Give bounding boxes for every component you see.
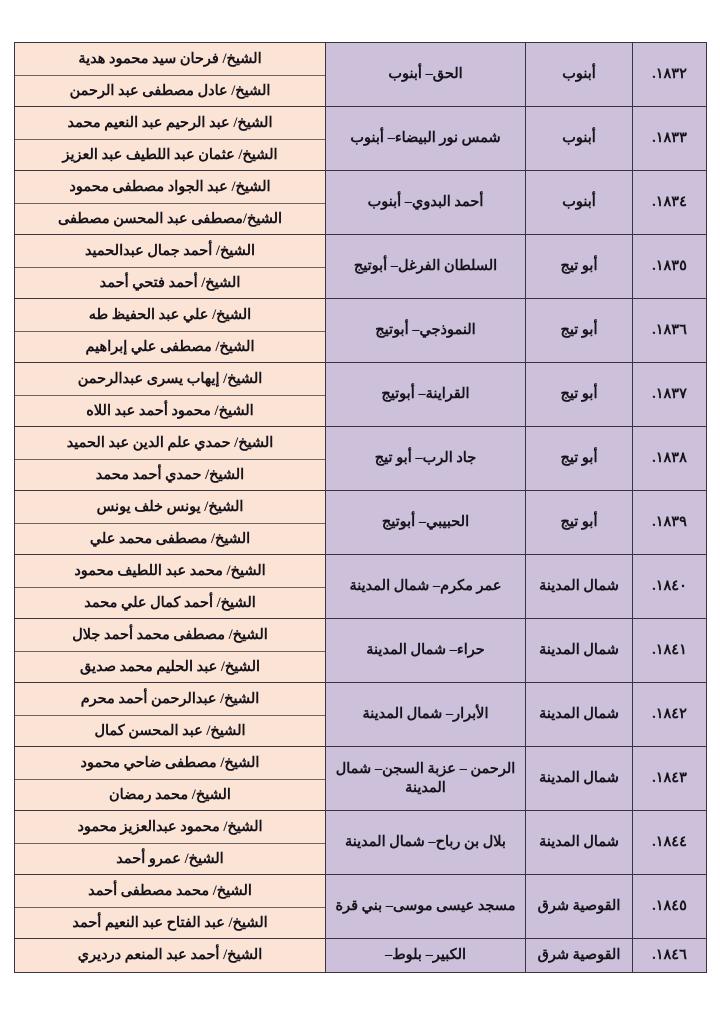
table-row [15,427,707,491]
table-row [15,235,707,299]
preacher-name-list [15,235,325,298]
preacher-name-list [15,363,325,426]
cell-mosque-name: بلال بن رباح– شمال المدينة [326,811,526,875]
cell-district: أبنوب [526,171,633,235]
preacher-name: الشيخ/ عبد الفتاح عبد النعيم أحمد [15,907,325,939]
cell-preacher-names [15,875,326,939]
preacher-name-list [15,171,325,234]
preacher-name: الشيخ/ محمد عبد اللطيف محمود [15,555,325,587]
preacher-name: الشيخ/ أحمد عبد المنعم درديري [15,939,325,972]
cell-preacher-names [15,363,326,427]
cell-preacher-names [15,747,326,811]
preacher-name-list [15,747,325,810]
cell-mosque-name: مسجد عيسى موسى– بني قرة [326,875,526,939]
mosques-assignment-table [14,42,707,973]
table-row [15,683,707,747]
preacher-name: الشيخ/ محمود أحمد عبد اللاه [15,395,325,427]
preacher-name: الشيخ/ عبد الجواد مصطفى محمود [15,171,325,203]
preacher-name: الشيخ/ فرحان سيد محمود هدية [15,43,325,75]
preacher-name: الشيخ/ عبد الحليم محمد صديق [15,651,325,683]
cell-preacher-names [15,171,326,235]
cell-preacher-names [15,235,326,299]
preacher-name: الشيخ/ محمد مصطفى أحمد [15,875,325,907]
table-row [15,555,707,619]
cell-serial-number: ١٨٣٥. [633,235,707,299]
cell-serial-number: ١٨٤٠. [633,555,707,619]
cell-preacher-names [15,427,326,491]
cell-district: أبنوب [526,43,633,107]
preacher-name: الشيخ/ يونس خلف يونس [15,491,325,523]
preacher-name-list [15,299,325,362]
cell-serial-number: ١٨٣٢. [633,43,707,107]
cell-district: القوصية شرق [526,875,633,939]
table-row [15,299,707,363]
preacher-name: الشيخ/ عادل مصطفى عبد الرحمن [15,75,325,107]
table-row [15,491,707,555]
cell-mosque-name: الحق– أبنوب [326,43,526,107]
cell-serial-number: ١٨٣٧. [633,363,707,427]
table-row [15,171,707,235]
preacher-name: الشيخ/ أحمد كمال علي محمد [15,587,325,619]
cell-district: شمال المدينة [526,555,633,619]
cell-district: أبو تيج [526,491,633,555]
cell-district: شمال المدينة [526,811,633,875]
preacher-name-list [15,491,325,554]
preacher-name: الشيخ/ أحمد فتحي أحمد [15,267,325,299]
cell-serial-number: ١٨٤٤. [633,811,707,875]
cell-mosque-name: جاد الرب– أبو تيج [326,427,526,491]
cell-mosque-name: شمس نور البيضاء– أبنوب [326,107,526,171]
cell-preacher-names [15,939,326,973]
cell-preacher-names [15,811,326,875]
preacher-name-list [15,875,325,938]
preacher-name: الشيخ/ حمدي علم الدين عبد الحميد [15,427,325,459]
cell-serial-number: ١٨٤٢. [633,683,707,747]
preacher-name: الشيخ/ مصطفى ضاحي محمود [15,747,325,779]
preacher-name-list [15,619,325,682]
cell-serial-number: ١٨٤٥. [633,875,707,939]
preacher-name-list [15,939,325,972]
cell-mosque-name: عمر مكرم– شمال المدينة [326,555,526,619]
preacher-name: الشيخ/ أحمد جمال عبدالحميد [15,235,325,267]
cell-district: أبو تيج [526,363,633,427]
cell-district: أبو تيج [526,235,633,299]
table-row [15,811,707,875]
cell-mosque-name: النموذجي– أبوتيج [326,299,526,363]
preacher-name: الشيخ/ عثمان عبد اللطيف عبد العزيز [15,139,325,171]
cell-mosque-name: حراء– شمال المدينة [326,619,526,683]
cell-serial-number: ١٨٣٤. [633,171,707,235]
preacher-name-list [15,107,325,170]
cell-district: شمال المدينة [526,747,633,811]
preacher-name: الشيخ/ إيهاب يسرى عبدالرحمن [15,363,325,395]
preacher-name: الشيخ/ محمد رمضان [15,779,325,811]
preacher-name: الشيخ/ علي عبد الحفيظ طه [15,299,325,331]
preacher-name: الشيخ/مصطفى عبد المحسن مصطفى [15,203,325,235]
table-row [15,43,707,107]
preacher-name-list [15,683,325,746]
cell-preacher-names [15,683,326,747]
cell-mosque-name: الحبيبي– أبوتيج [326,491,526,555]
cell-district: أبنوب [526,107,633,171]
cell-district: أبو تيج [526,427,633,491]
cell-serial-number: ١٨٣٩. [633,491,707,555]
cell-preacher-names [15,299,326,363]
cell-mosque-name: القراينة– أبوتيج [326,363,526,427]
table-row [15,107,707,171]
cell-preacher-names [15,555,326,619]
table-row [15,939,707,973]
cell-serial-number: ١٨٣٨. [633,427,707,491]
table-body [15,43,707,973]
cell-preacher-names [15,107,326,171]
cell-mosque-name: الرحمن – عزبة السجن– شمال المدينة [326,747,526,811]
preacher-name: الشيخ/ حمدي أحمد محمد [15,459,325,491]
preacher-name: الشيخ/ مصطفى محمد علي [15,523,325,555]
cell-serial-number: ١٨٤١. [633,619,707,683]
cell-district: القوصية شرق [526,939,633,973]
table-row [15,875,707,939]
preacher-name-list [15,427,325,490]
cell-serial-number: ١٨٣٦. [633,299,707,363]
preacher-name: الشيخ/ مصطفى علي إبراهيم [15,331,325,363]
cell-mosque-name: أحمد البدوي– أبنوب [326,171,526,235]
preacher-name-list [15,555,325,618]
preacher-name: الشيخ/ عبد المحسن كمال [15,715,325,747]
cell-district: أبو تيج [526,299,633,363]
cell-preacher-names [15,43,326,107]
cell-mosque-name: الأبرار– شمال المدينة [326,683,526,747]
preacher-name: الشيخ/ محمود عبدالعزيز محمود [15,811,325,843]
cell-district: شمال المدينة [526,619,633,683]
cell-district: شمال المدينة [526,683,633,747]
cell-preacher-names [15,619,326,683]
cell-mosque-name: الكبير– بلوط– [326,939,526,973]
table-row [15,619,707,683]
preacher-name: الشيخ/ عمرو أحمد [15,843,325,875]
cell-serial-number: ١٨٣٣. [633,107,707,171]
cell-mosque-name: السلطان الفرغل– أبوتيج [326,235,526,299]
preacher-name-list [15,43,325,106]
preacher-name: الشيخ/ عبدالرحمن أحمد محرم [15,683,325,715]
preacher-name-list [15,811,325,874]
preacher-name: الشيخ/ عبد الرحيم عبد النعيم محمد [15,107,325,139]
table-row [15,747,707,811]
cell-serial-number: ١٨٤٣. [633,747,707,811]
cell-preacher-names [15,491,326,555]
preacher-name: الشيخ/ مصطفى محمد أحمد جلال [15,619,325,651]
cell-serial-number: ١٨٤٦. [633,939,707,973]
table-row [15,363,707,427]
